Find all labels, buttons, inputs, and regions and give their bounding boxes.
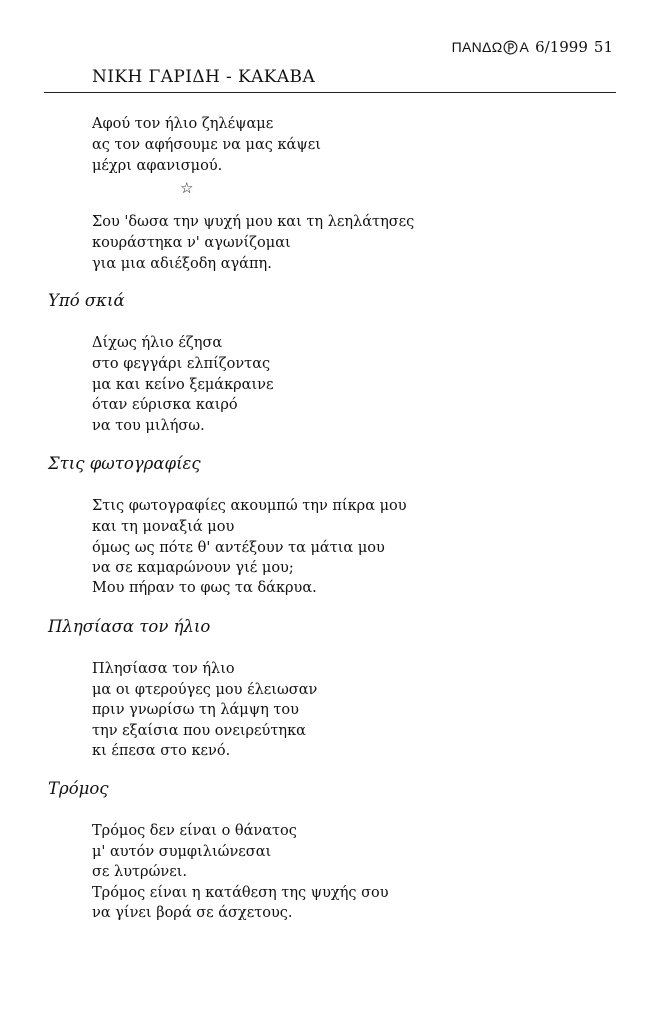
poem-line: Τρόμος είναι η κατάθεση της ψυχής σου — [92, 885, 389, 901]
logo-text-left: ΠΑΝΔΩ — [451, 39, 503, 55]
poem-line: Μου πήραν το φως τα δάκρυα. — [92, 580, 317, 596]
poem-line: πριν γνωρίσω τη λάμψη του — [92, 702, 299, 718]
poem-line: για μια αδιέξοδη αγάπη. — [92, 256, 272, 272]
poem-line: ας τον αφήσουμε να μας κάψει — [92, 137, 321, 153]
poem-line: μ' αυτόν συμφιλιώνεσαι — [92, 844, 272, 860]
poem-line: Πλησίασα τον ήλιο — [92, 661, 235, 677]
header-rule — [44, 92, 616, 93]
poem-line: και τη μοναξιά μου — [92, 519, 235, 535]
poem-line: Δίχως ήλιο έζησα — [92, 335, 223, 351]
poem-line: την εξαίσια που ονειρεύτηκα — [92, 723, 306, 739]
poem-line: Τρόμος δεν είναι ο θάνατος — [92, 823, 297, 839]
poem-title: Πλησίασα τον ήλιο — [48, 617, 211, 636]
poem-line: μα οι φτερούγες μου έλειωσαν — [92, 682, 318, 698]
circle-rho-icon — [503, 40, 518, 55]
poem-line: μέχρι αφανισμού. — [92, 158, 223, 174]
poem-line: όμως ως πότε θ' αντέξουν τα μάτια μου — [92, 540, 385, 556]
magazine-logo — [452, 39, 530, 55]
poem-line: μα και κείνο ξεμάκραινε — [92, 377, 274, 393]
logo-text-right: Α — [519, 39, 530, 55]
poem-line: να του μιλήσω. — [92, 418, 205, 434]
poem-line: σε λυτρώνει. — [92, 864, 188, 880]
page-number: 51 — [593, 38, 613, 56]
issue-number: 6/1999 — [535, 38, 588, 56]
poem-line: Στις φωτογραφίες ακουμπώ την πίκρα μου — [92, 498, 407, 514]
poem-title: Στις φωτογραφίες — [48, 454, 201, 473]
poem-line: κι έπεσα στο κενό. — [92, 743, 231, 759]
poem-line: όταν εύρισκα καιρό — [92, 397, 238, 413]
poem-line: Σου 'δωσα την ψυχή μου και τη λεηλάτησες — [92, 214, 415, 230]
author-name: ΝΙΚΗ ΓΑΡΙΔΗ - ΚΑΚΑΒΑ — [92, 67, 316, 87]
poem-line: κουράστηκα ν' αγωνίζομαι — [92, 235, 291, 251]
poem-title: Τρόμος — [48, 779, 109, 798]
poem-title: Υπό σκιά — [48, 291, 125, 310]
poem-line: στο φεγγάρι ελπίζοντας — [92, 356, 271, 372]
star-separator: ☆ — [180, 179, 194, 197]
poem-line: να σε καμαρώνουν γιέ μου; — [92, 560, 294, 576]
poem-line: να γίνει βορά σε άσχετους. — [92, 905, 293, 921]
poem-line: Αφού τον ήλιο ζηλέψαμε — [92, 116, 274, 132]
running-header — [452, 38, 613, 56]
